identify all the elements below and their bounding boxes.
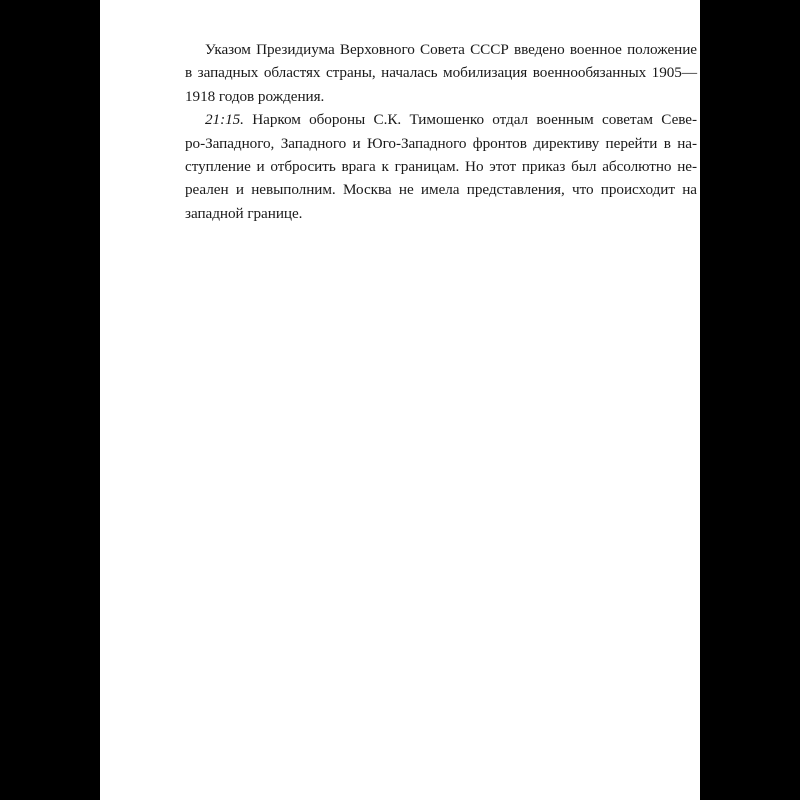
page-text bbox=[185, 38, 697, 225]
paragraph-2-line-1 bbox=[185, 108, 697, 131]
right-letterbox-bar bbox=[700, 0, 800, 800]
paragraph-2-line-2: ро-Западного, Западного и Юго-Западного фронтов директиву перейти в на- bbox=[185, 134, 697, 152]
paragraph-2 bbox=[185, 108, 697, 225]
paragraph-2-line-3: ступление и отбросить врага к границам. Но этот приказ был абсолютно не- bbox=[185, 157, 697, 175]
paragraph-2-line-1-text: Нарком обороны С.К. Тимошенко отдал военным советам Севе- bbox=[243, 111, 697, 129]
paragraph-1-line-3: 1918 годов рождения. bbox=[185, 87, 325, 105]
paragraph-1 bbox=[185, 38, 697, 108]
document-page bbox=[100, 0, 700, 800]
paragraph-2-line-4: реален и невыполним. Москва не имела представления, что происходит на bbox=[185, 181, 697, 199]
paragraph-1-line-1: Указом Президиума Верховного Совета СССР введено военное положение bbox=[205, 41, 697, 58]
paragraph-2-line-5: западной границе. bbox=[185, 204, 303, 222]
time-stamp: 21:15. bbox=[205, 111, 244, 129]
left-letterbox-bar bbox=[0, 0, 100, 800]
paragraph-1-line-2: в западных областях страны, началась мобилизация военнообязанных 1905— bbox=[185, 64, 697, 82]
